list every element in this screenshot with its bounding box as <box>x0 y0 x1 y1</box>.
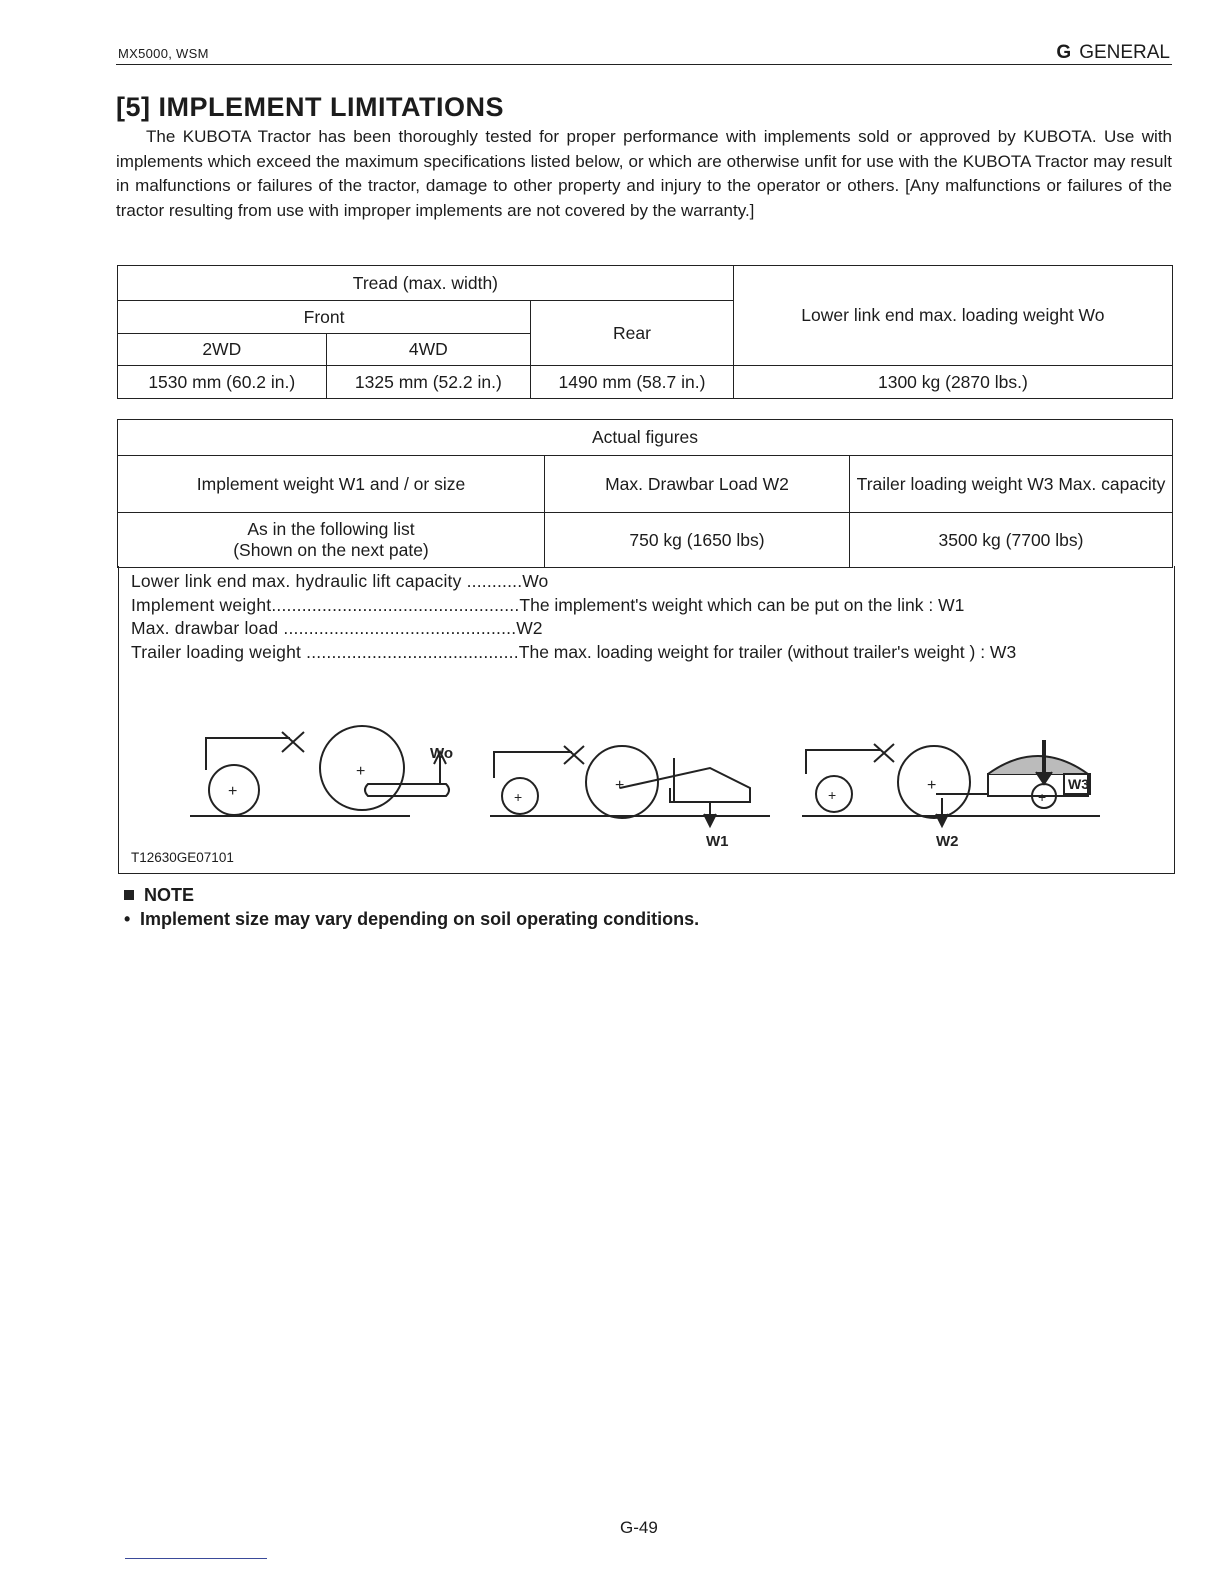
note-heading: NOTE <box>144 885 195 905</box>
actual-figures-header: Actual figures <box>118 420 1173 456</box>
front-header: Front <box>118 301 531 334</box>
intro-paragraph: The KUBOTA Tractor has been thoroughly tested for proper performance with implements sold or approved by KUBOTA. Use with implements which exceed the maximum specifications listed below, or which are otherwise unfit for use with the KUBOTA Tractor may result in malfunctions or failures of the tractor, damage to other property and injury to the operator or others. [Any malfunctions or failures of the tractor resulting from use with improper implements are not covered by the warranty.] <box>116 127 1172 220</box>
header-model: MX5000, WSM <box>118 46 209 61</box>
definition-term: Max. drawbar load .............................................. <box>131 618 517 638</box>
note-bullet-text: Implement size may vary depending on soil operating conditions. <box>140 909 700 929</box>
label-w2: W2 <box>936 833 959 848</box>
definition-term: Trailer loading weight .......................................... <box>131 641 519 662</box>
svg-text:+: + <box>828 787 837 803</box>
definition-row <box>131 641 1016 665</box>
svg-text:+: + <box>514 789 523 805</box>
rear-header: Rear <box>531 301 734 366</box>
svg-text:+: + <box>927 777 937 794</box>
load-diagram <box>190 718 1140 848</box>
section-title: [5] IMPLEMENT LIMITATIONS <box>116 92 504 122</box>
tread-table <box>117 265 1173 399</box>
actual-figures-table <box>117 419 1173 568</box>
drawbar-header: Max. Drawbar Load W2 <box>545 456 850 513</box>
label-wo: Wo <box>430 745 454 762</box>
figure-code: T12630GE07101 <box>131 850 234 865</box>
note-heading-row <box>124 883 699 907</box>
definition-value: Wo <box>522 571 549 591</box>
header-rule <box>116 64 1172 65</box>
drawbar-value: 750 kg (1650 lbs) <box>545 513 850 568</box>
implement-weight-line-1: As in the following list <box>247 519 415 539</box>
implement-weight-header: Implement weight W1 and / or size <box>118 456 545 513</box>
trailer-header: Trailer loading weight W3 Max. capacity <box>850 456 1173 513</box>
footer-rule <box>125 1558 267 1559</box>
definition-value: The implement's weight which can be put on the link : W1 <box>519 594 965 615</box>
val-lower-link: 1300 kg (2870 lbs.) <box>733 366 1172 399</box>
col-2wd-header: 2WD <box>118 334 327 366</box>
square-bullet-icon <box>124 890 134 900</box>
note-bullet-row <box>124 907 699 931</box>
tractor-implement-diagram <box>490 746 770 826</box>
definition-row <box>131 570 1016 594</box>
svg-text:+: + <box>615 777 625 794</box>
implement-weight-value <box>118 513 545 568</box>
definition-value: W2 <box>516 618 543 638</box>
definitions-list <box>131 570 1016 664</box>
lower-link-header: Lower link end max. loading weight Wo <box>733 266 1172 366</box>
header-section-letter: G <box>1056 42 1072 63</box>
implement-weight-line-2: (Shown on the next pate) <box>233 540 429 560</box>
tractor-lower-link-diagram <box>190 726 449 816</box>
definition-row <box>131 617 1016 641</box>
definition-term: Lower link end max. hydraulic lift capacity ........... <box>131 571 523 591</box>
label-w3: W3 <box>1068 776 1089 792</box>
page-number: G-49 <box>620 1518 658 1537</box>
tread-header: Tread (max. width) <box>118 266 734 301</box>
svg-text:+: + <box>1038 789 1047 805</box>
header-section <box>1056 42 1170 64</box>
definition-row <box>131 594 1016 618</box>
val-rear: 1490 mm (58.7 in.) <box>531 366 734 399</box>
definition-value: The max. loading weight for trailer (without trailer's weight ) : W3 <box>518 641 1017 662</box>
tractor-trailer-diagram <box>802 740 1100 826</box>
trailer-value: 3500 kg (7700 lbs) <box>850 513 1173 568</box>
definition-term: Implement weight................................................. <box>131 594 520 615</box>
header-section-name: GENERAL <box>1079 42 1170 63</box>
bullet-icon: • <box>124 909 131 929</box>
val-2wd: 1530 mm (60.2 in.) <box>118 366 327 399</box>
note-block <box>124 883 699 931</box>
val-4wd: 1325 mm (52.2 in.) <box>326 366 531 399</box>
label-w1: W1 <box>706 833 729 848</box>
col-4wd-header: 4WD <box>326 334 531 366</box>
svg-text:+: + <box>228 783 238 800</box>
svg-text:+: + <box>356 763 366 780</box>
